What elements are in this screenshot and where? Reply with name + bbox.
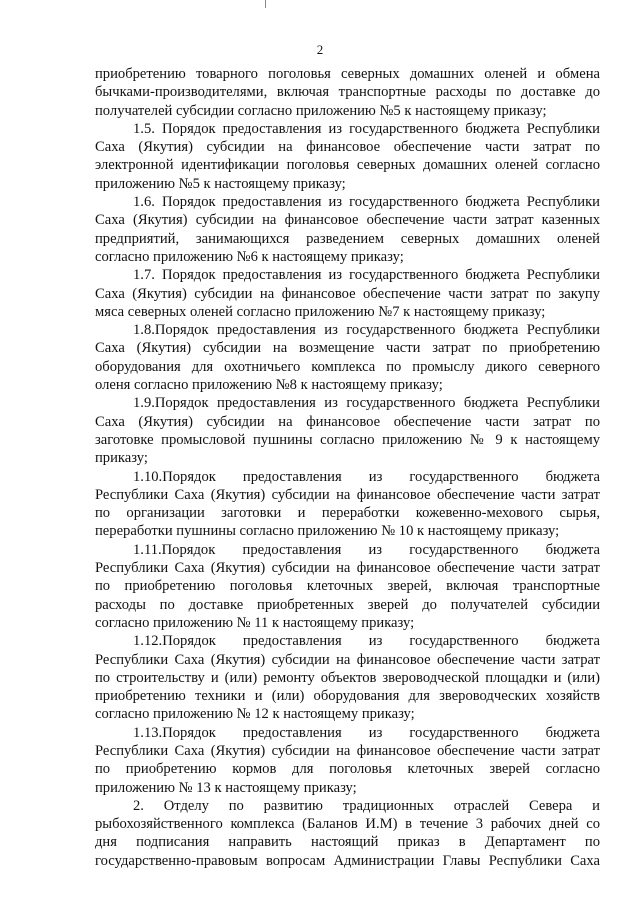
- text-line: приобретению товарного поголовья северных домашних оленей и обмена: [95, 66, 600, 82]
- text-line: приобретению техники и (или) оборудования для звероводческих хозяйств: [95, 688, 600, 705]
- text-line: мяса северных оленей согласно приложению №7 к настоящему приказу;: [95, 303, 546, 320]
- text-line: бычками-производителями, включая транспортные расходы по доставке до: [95, 84, 600, 101]
- text-line: по строительству и (или) ремонту объектов звероводческой площадки и (или): [95, 669, 600, 686]
- text-line: заготовке промысловой пушнины согласно приложению № 9 к настоящему: [95, 431, 600, 448]
- text-line: предприятий, занимающихся разведением северных домашних оленей: [95, 230, 600, 247]
- text-line: Республики Саха (Якутия) субсидии на финансовое обеспечение части затрат: [95, 651, 600, 668]
- text-line: 1.10.Порядок предоставления из государственного бюджета: [133, 468, 600, 485]
- text-line: Республики Саха (Якутия) субсидии на финансовое обеспечение части затрат: [95, 560, 600, 577]
- text-line: по приобретению поголовья клеточных зверей, включая транспортные: [95, 578, 600, 595]
- text-line: электронной идентификации поголовья северных домашних оленей согласно: [95, 157, 600, 174]
- text-line: по приобретению кормов для поголовья клеточных зверей согласно: [95, 761, 600, 778]
- text-line: государственно-правовым вопросам Администрации Главы Республики Саха: [95, 852, 600, 869]
- text-line: оленя согласно приложению №8 к настоящему приказу;: [95, 377, 443, 394]
- text-line: 1.5. Порядок предоставления из государственного бюджета Республики: [133, 120, 600, 137]
- text-line: по организации заготовки и переработки кожевенно-мехового сырья,: [95, 505, 600, 522]
- text-line: Саха (Якутия) субсидии на финансовое обеспечение части затрат казенных: [95, 212, 600, 229]
- text-line: Республики Саха (Якутия) субсидии на финансовое обеспечение части затрат: [95, 742, 600, 759]
- text-line: 1.7. Порядок предоставления из государственного бюджета Республики: [133, 267, 600, 284]
- text-line: 1.8.Порядок предоставления из государственного бюджета Республики: [133, 322, 600, 339]
- text-line: согласно приложению № 12 к настоящему приказу;: [95, 706, 415, 723]
- text-line: приложению № 13 к настоящему приказу;: [95, 779, 357, 796]
- text-line: дня подписания направить настоящий приказ в Департамент по: [95, 834, 600, 851]
- page-number: 2: [316, 42, 324, 57]
- text-line: 2. Отделу по развитию традиционных отраслей Севера и: [133, 797, 600, 814]
- text-line: 1.6. Порядок предоставления из государственного бюджета Республики: [133, 194, 600, 211]
- text-line: получателей субсидии согласно приложению №5 к настоящему приказу;: [95, 102, 547, 119]
- scan-mark: [265, 0, 266, 8]
- text-line: приложению №5 к настоящему приказу;: [95, 175, 346, 192]
- document-body: [95, 65, 600, 870]
- text-line: Республики Саха (Якутия) субсидии на финансовое обеспечение части затрат: [95, 486, 600, 503]
- text-line: Саха (Якутия) субсидии на финансовое обеспечение части затрат по закупу: [95, 285, 600, 302]
- text-line: согласно приложению №6 к настоящему приказу;: [95, 248, 404, 265]
- text-line: переработки пушнины согласно приложению № 10 к настоящему приказу;: [95, 523, 560, 540]
- text-line: рыбохозяйственного комплекса (Баланов И.М) в течение 3 рабочих дней со: [95, 816, 600, 833]
- text-line: 1.11.Порядок предоставления из государственного бюджета: [133, 541, 600, 558]
- text-line: 1.13.Порядок предоставления из государственного бюджета: [133, 724, 600, 741]
- text-line: расходы по доставке приобретенных зверей до получателей субсидии: [95, 596, 600, 613]
- text-line: оборудования для охотничьего комплекса по промыслу дикого северного: [95, 358, 600, 375]
- text-line: Саха (Якутия) субсидии на финансовое обеспечение части затрат по: [95, 413, 600, 430]
- text-line: приказу;: [95, 450, 148, 467]
- text-line: 1.9.Порядок предоставления из государственного бюджета Республики: [133, 395, 600, 412]
- text-line: Саха (Якутия) субсидии на финансовое обеспечение части затрат по: [95, 139, 600, 156]
- text-line: Саха (Якутия) субсидии на возмещение части затрат по приобретению: [95, 340, 600, 357]
- text-line: согласно приложению № 11 к настоящему приказу;: [95, 614, 415, 631]
- text-line: 1.12.Порядок предоставления из государственного бюджета: [133, 633, 600, 650]
